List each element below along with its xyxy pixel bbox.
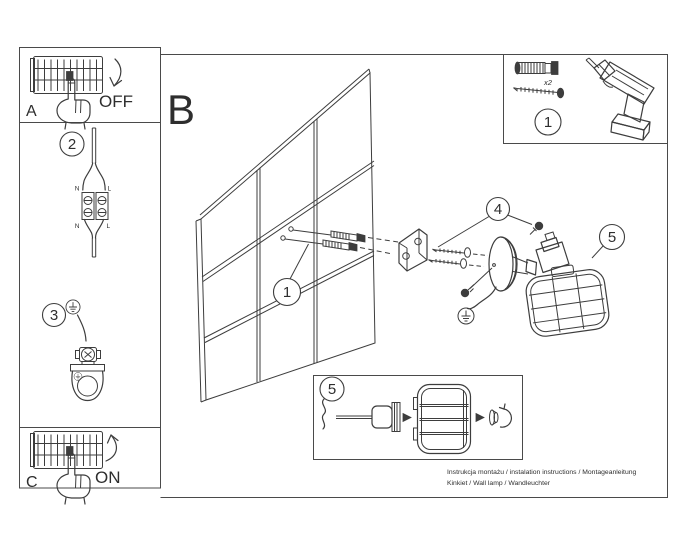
svg-text:2: 2 [67,136,77,153]
svg-text:1: 1 [282,284,292,301]
svg-text:1: 1 [543,114,553,131]
panel-a-label: A [26,103,37,120]
wire-label-l-bottom: L [106,223,111,230]
section-b-label: B [167,86,196,133]
off-label: OFF [99,92,133,111]
on-label: ON [95,468,121,487]
footer-line-2: Kinkiet / Wall lamp / Wandleuchter [447,480,550,487]
wire-label-n-bottom: N [74,223,80,230]
wire-label-l: L [107,185,112,193]
quantity-label: x2 [544,78,552,87]
panel-c-label: C [26,474,38,491]
svg-text:5: 5 [607,229,617,246]
footer-line-1: Instrukcja montażu / instalation instructions / Montageanleitung [447,469,637,476]
svg-text:4: 4 [493,201,503,218]
wire-label-n: N [74,185,80,193]
svg-text:3: 3 [49,307,59,324]
svg-text:5: 5 [327,381,337,398]
